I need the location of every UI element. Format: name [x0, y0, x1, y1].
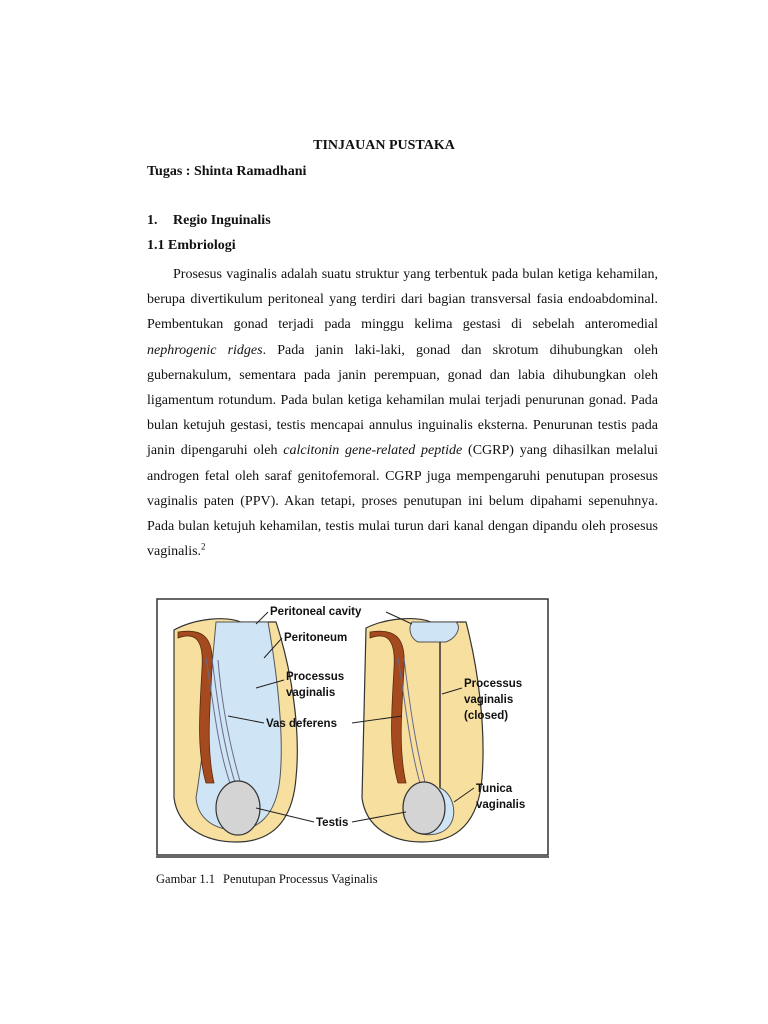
- label-testis: Testis: [316, 817, 349, 829]
- right-diagram-closed: [362, 619, 483, 842]
- right-peritoneal-cavity-fluid: [410, 622, 458, 642]
- figure-processus-vaginalis: [156, 598, 549, 858]
- paragraph-text-1: Prosesus vaginalis adalah suatu struktur yang terbentuk pada bulan ketiga kehamilan, berupa divertikulum peritoneal yang terdiri dari bagian transversal fasia endoabdominal. Pembentukan gonad terjadi pada minggu kelima gestasi di sebelah anteromedial: [147, 267, 658, 333]
- paragraph-italic-1: nephrogenic ridges: [147, 342, 263, 358]
- page-title: TINJAUAN PUSTAKA: [313, 138, 455, 153]
- label-processus-left-1: Processus: [286, 671, 345, 683]
- label-peritoneal-cavity: Peritoneal cavity: [270, 606, 362, 618]
- figure-caption: [156, 872, 378, 887]
- paragraph-text-3: (CGRP) yang dihasilkan melalui androgen fetal oleh saraf genitofemoral. CGRP juga mempengaruhi penutupan prosesus vaginalis paten (PPV). Akan tetapi, proses penutupan ini belum dipahami sepenuhnya. Pada bulan ketujuh kehamilan, testis mulai turun dari kanal dengan dipandu oleh prosesus vaginalis.: [147, 443, 658, 560]
- label-processus-closed: (closed): [464, 710, 509, 722]
- left-diagram-open: [174, 619, 297, 842]
- caption-text: Penutupan Processus Vaginalis: [223, 872, 378, 886]
- author-line: Tugas : Shinta Ramadhani: [147, 164, 307, 179]
- reference-superscript: 2: [201, 541, 206, 552]
- label-vas-deferens: Vas deferens: [266, 718, 337, 730]
- body-paragraph: [147, 262, 658, 564]
- label-processus-right-2: vaginalis: [464, 694, 514, 706]
- label-tunica-2: vaginalis: [476, 799, 526, 811]
- subsection-heading: 1.1 Embriologi: [147, 238, 236, 253]
- caption-label: Gambar 1.1: [156, 872, 216, 886]
- left-testis: [216, 781, 260, 835]
- label-processus-right-1: Processus: [464, 678, 523, 690]
- section-number: 1.: [147, 213, 158, 228]
- section-title: Regio Inguinalis: [173, 213, 271, 228]
- anatomy-illustration: [156, 598, 549, 858]
- label-tunica-1: Tunica: [476, 783, 513, 795]
- paragraph-italic-2: calcitonin gene-related peptide: [283, 443, 463, 459]
- right-testis: [403, 782, 445, 834]
- label-peritoneum: Peritoneum: [284, 632, 348, 644]
- section-heading: [147, 213, 271, 229]
- label-processus-left-2: vaginalis: [286, 687, 336, 699]
- paragraph-text-2: . Pada janin laki-laki, gonad dan skrotum dihubungkan oleh gubernakulum, sementara pada janin perempuan, gonad dan labia dihubungkan oleh ligamentum rotundum. Pada bulan ketiga kehamilan mulai terjadi penurunan gonad. Pada bulan ketujuh gestasi, testis mencapai annulus inguinalis eksterna. Penurunan testis pada janin dipengaruhi oleh: [147, 342, 658, 459]
